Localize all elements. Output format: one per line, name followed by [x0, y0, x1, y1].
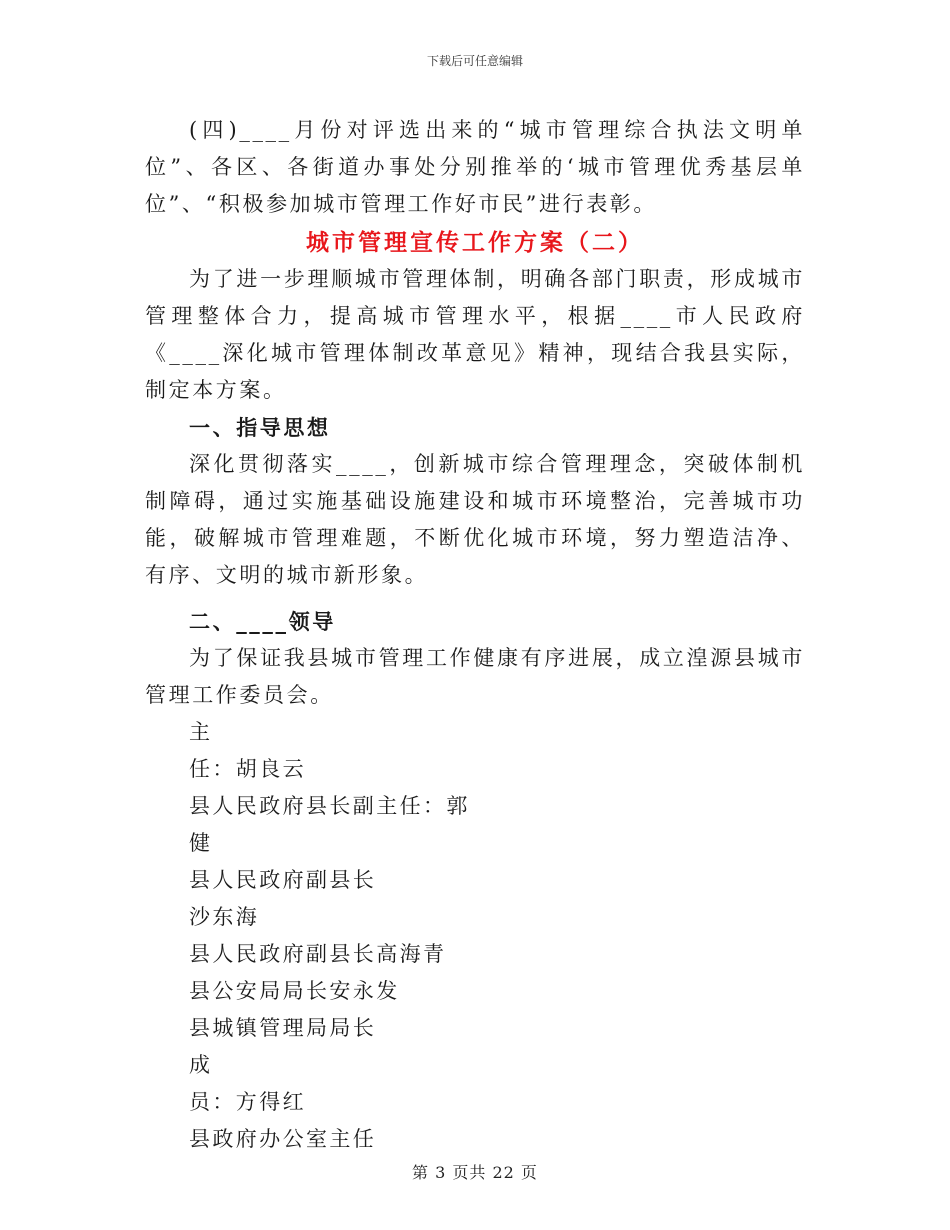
heading-leadership: 二、____领导 — [189, 609, 336, 634]
section-title: 城市管理宣传工作方案（二） — [306, 229, 644, 256]
list-item: 成 — [189, 1053, 213, 1077]
list-item: 沙东海 — [189, 905, 260, 929]
paragraph-guiding-thought: 深化贯彻落实____，创新城市综合管理理念，突破体制机制障碍，通过实施基础设施建设和城市环境整治，完善城市功能，破解城市管理难题，不断优化城市环境，努力塑造洁净、有序、文明的城市新形象。 — [145, 452, 805, 587]
paragraph-committee: 为了保证我县城市管理工作健康有序进展，成立湟源县城市管理工作委员会。 — [145, 646, 805, 707]
paragraph-intro: 为了进一步理顺城市管理体制，明确各部门职责，形成城市管理整体合力，提高城市管理水平，根据____市人民政府《____深化城市管理体制改革意见》精神，现结合我县实际，制定本方案。 — [145, 267, 805, 402]
list-item: 县人民政府副县长 — [189, 868, 377, 892]
list-item: 县公安局局长安永发 — [189, 979, 400, 1003]
list-item: 县政府办公室主任 — [189, 1127, 377, 1151]
list-item: 县城镇管理局局长 — [189, 1016, 377, 1040]
heading-guiding-thought: 一、指导思想 — [189, 415, 331, 440]
paragraph-awards: (四)____月份对评选出来的“城市管理综合执法文明单位”、各区、各街道办事处分别推举的‘城市管理优秀基层单位”、“积极参加城市管理工作好市民”进行表彰。 — [145, 118, 805, 216]
document-body — [145, 112, 805, 1158]
list-item: 员：方得红 — [189, 1090, 306, 1114]
list-item: 任：胡良云 — [189, 757, 306, 781]
list-item: 县人民政府县长副主任：郭 — [189, 794, 470, 818]
list-item: 健 — [189, 831, 213, 855]
page-footer: 第 3 页共 22 页 — [412, 1163, 538, 1182]
list-item: 主 — [189, 720, 213, 744]
list-item: 县人民政府副县长高海青 — [189, 942, 447, 966]
page-header: 下载后可任意编辑 — [426, 54, 523, 68]
committee-list — [145, 714, 805, 1158]
